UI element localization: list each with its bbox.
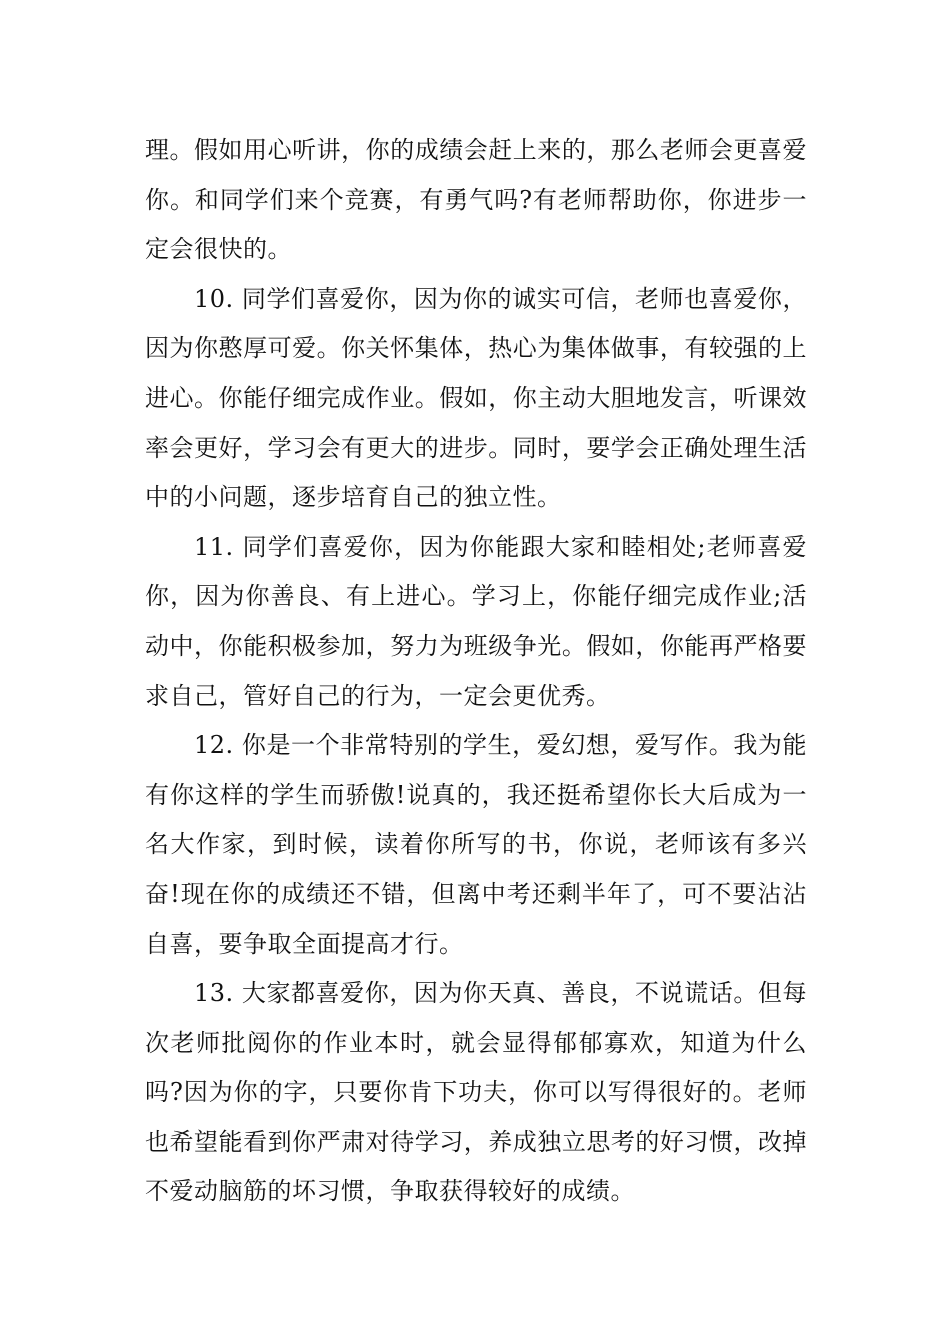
document-page bbox=[145, 126, 807, 1217]
paragraph-item-13: 13. 大家都喜爱你，因为你天真、善良，不说谎话。但每次老师批阅你的作业本时，就会显得郁郁寡欢，知道为什么吗?因为你的字，只要你肯下功夫，你可以写得很好的。老师也希望能看到你严肃对待学习，养成独立思考的好习惯，改掉不爱动脑筋的坏习惯，争取获得较好的成绩。 bbox=[145, 979, 807, 1206]
paragraph-continued: 理。假如用心听讲，你的成绩会赶上来的，那么老师会更喜爱你。和同学们来个竞赛，有勇气吗?有老师帮助你，你进步一定会很快的。 bbox=[145, 136, 807, 264]
paragraph-item-11: 11. 同学们喜爱你，因为你能跟大家和睦相处;老师喜爱你，因为你善良、有上进心。学习上，你能仔细完成作业;活动中，你能积极参加，努力为班级争光。假如，你能再严格要求自己，管好自己的行为，一定会更优秀。 bbox=[145, 532, 807, 710]
paragraph-item-10: 10. 同学们喜爱你，因为你的诚实可信，老师也喜爱你，因为你憨厚可爱。你关怀集体，热心为集体做事，有较强的上进心。你能仔细完成作业。假如，你主动大胆地发言，听课效率会更好，学习会有更大的进步。同时，要学会正确处理生活中的小问题，逐步培育自己的独立性。 bbox=[145, 284, 807, 512]
paragraph-item-12: 12. 你是一个非常特别的学生，爱幻想，爱写作。我为能有你这样的学生而骄傲!说真的，我还挺希望你长大后成为一名大作家，到时候，读着你所写的书，你说，老师该有多兴奋!现在你的成绩还不错，但离中考还剩半年了，可不要沾沾自喜，要争取全面提高才行。 bbox=[145, 731, 807, 958]
